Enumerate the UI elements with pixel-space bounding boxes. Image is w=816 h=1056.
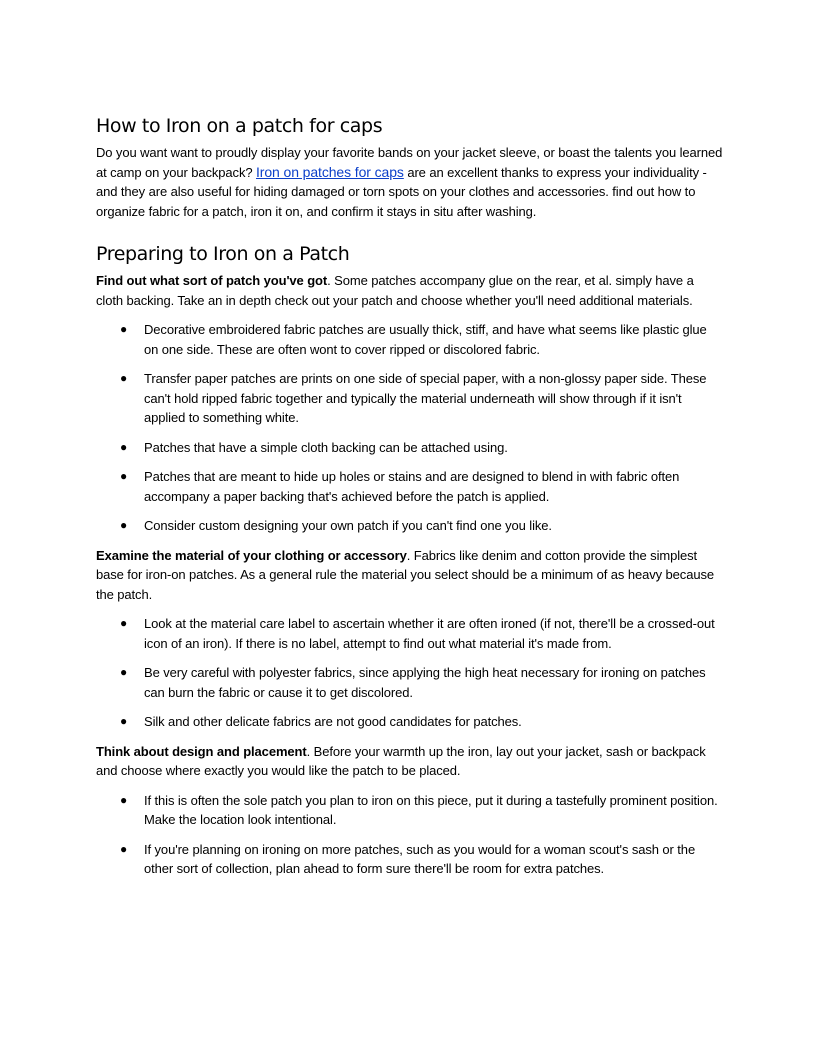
bullet-list	[96, 791, 724, 879]
intro-text-after: are an excellent thanks to express your individuality - and they are also useful for hiding damaged or torn spots on your clothes and accessories. find out how to organize fabric for a patch, iron it on, and confirm it stays in situ after washing.	[96, 164, 707, 219]
list-item-text: If this is often the sole patch you plan to iron on this piece, put it during a tastefully prominent position. Make the location look intentional.	[144, 792, 718, 827]
list-item-text: If you're planning on ironing on more patches, such as you would for a woman scout's sash or the other sort of collection, plan ahead to form sure there'll be room for extra patches.	[144, 841, 696, 876]
bullet-icon: ●	[120, 841, 128, 856]
list-item-text: Consider custom designing your own patch if you can't find one you like.	[144, 518, 552, 533]
step-lead: Examine the material of your clothing or accessory	[96, 547, 407, 563]
list-item-text: Patches that have a simple cloth backing can be attached using.	[144, 439, 508, 455]
list-item	[96, 840, 724, 879]
step-text: . Fabrics like denim and cotton provide the simplest base for iron-on patches. As a general rule the material you select should be a minimum of as heavy because the patch.	[96, 547, 714, 602]
step-paragraph	[96, 546, 724, 605]
step-text: . Some patches accompany glue on the rear, et al. simply have a cloth backing. Take an in depth check out your patch and choose whether you'll need additional materials.	[96, 273, 694, 308]
bullet-icon: ●	[120, 439, 128, 454]
bullet-icon: ●	[120, 518, 128, 532]
list-item-text: Patches that are meant to hide up holes or stains and are designed to blend in with fabric often accompany a paper backing that's achieved before the patch is applied.	[144, 469, 680, 504]
section-heading: Preparing to Iron on a Patch	[96, 243, 350, 265]
page-title: How to Iron on a patch for caps	[96, 115, 383, 137]
list-item	[96, 320, 724, 359]
list-item-text: Look at the material care label to ascertain whether it are often ironed (if not, there'll be a crossed-out icon of an iron). If there is no label, attempt to find out what material it's made from.	[144, 616, 715, 651]
list-item-text: Transfer paper patches are prints on one side of special paper, with a non-glossy paper side. These can't hold ripped fabric together and typically the material underneath will show through if it isn't applied to something white.	[144, 371, 707, 425]
list-item	[96, 712, 724, 732]
intro-text-before: Do you want want to proudly display your favorite bands on your jacket sleeve, or boast the talents you learned at camp on your backpack?	[96, 145, 723, 180]
step-paragraph	[96, 271, 724, 310]
bullet-list	[96, 320, 724, 536]
intro-paragraph	[96, 143, 724, 221]
step-paragraph	[96, 742, 724, 781]
step-lead: Think about design and placement	[96, 743, 307, 759]
bullet-icon: ●	[120, 714, 128, 728]
bullet-icon: ●	[120, 322, 128, 336]
list-item	[96, 369, 724, 428]
list-item-text: Decorative embroidered fabric patches are usually thick, stiff, and have what seems like plastic glue on one side. These are often wont to cover ripped or discolored fabric.	[144, 322, 707, 357]
bullet-icon: ●	[120, 616, 128, 630]
list-item	[96, 438, 724, 458]
bullet-icon: ●	[120, 665, 128, 679]
document-page	[96, 113, 724, 889]
iron-on-patches-link[interactable]: Iron on patches for caps	[256, 163, 404, 180]
bullet-icon: ●	[120, 792, 128, 807]
bullet-list	[96, 614, 724, 732]
list-item	[96, 663, 724, 702]
bullet-icon: ●	[120, 371, 128, 385]
list-item	[96, 614, 724, 653]
list-item-text: Be very careful with polyester fabrics, since applying the high heat necessary for ironing on patches can burn the fabric or cause it to get discolored.	[144, 665, 706, 700]
list-item	[96, 467, 724, 506]
list-item	[96, 791, 724, 830]
bullet-icon: ●	[120, 469, 128, 483]
step-lead: Find out what sort of patch you've got	[96, 273, 328, 288]
list-item-text: Silk and other delicate fabrics are not good candidates for patches.	[144, 714, 522, 729]
step-text: . Before your warmth up the iron, lay out your jacket, sash or backpack and choose where exactly you would like the patch to be placed.	[96, 743, 706, 778]
list-item	[96, 516, 724, 536]
